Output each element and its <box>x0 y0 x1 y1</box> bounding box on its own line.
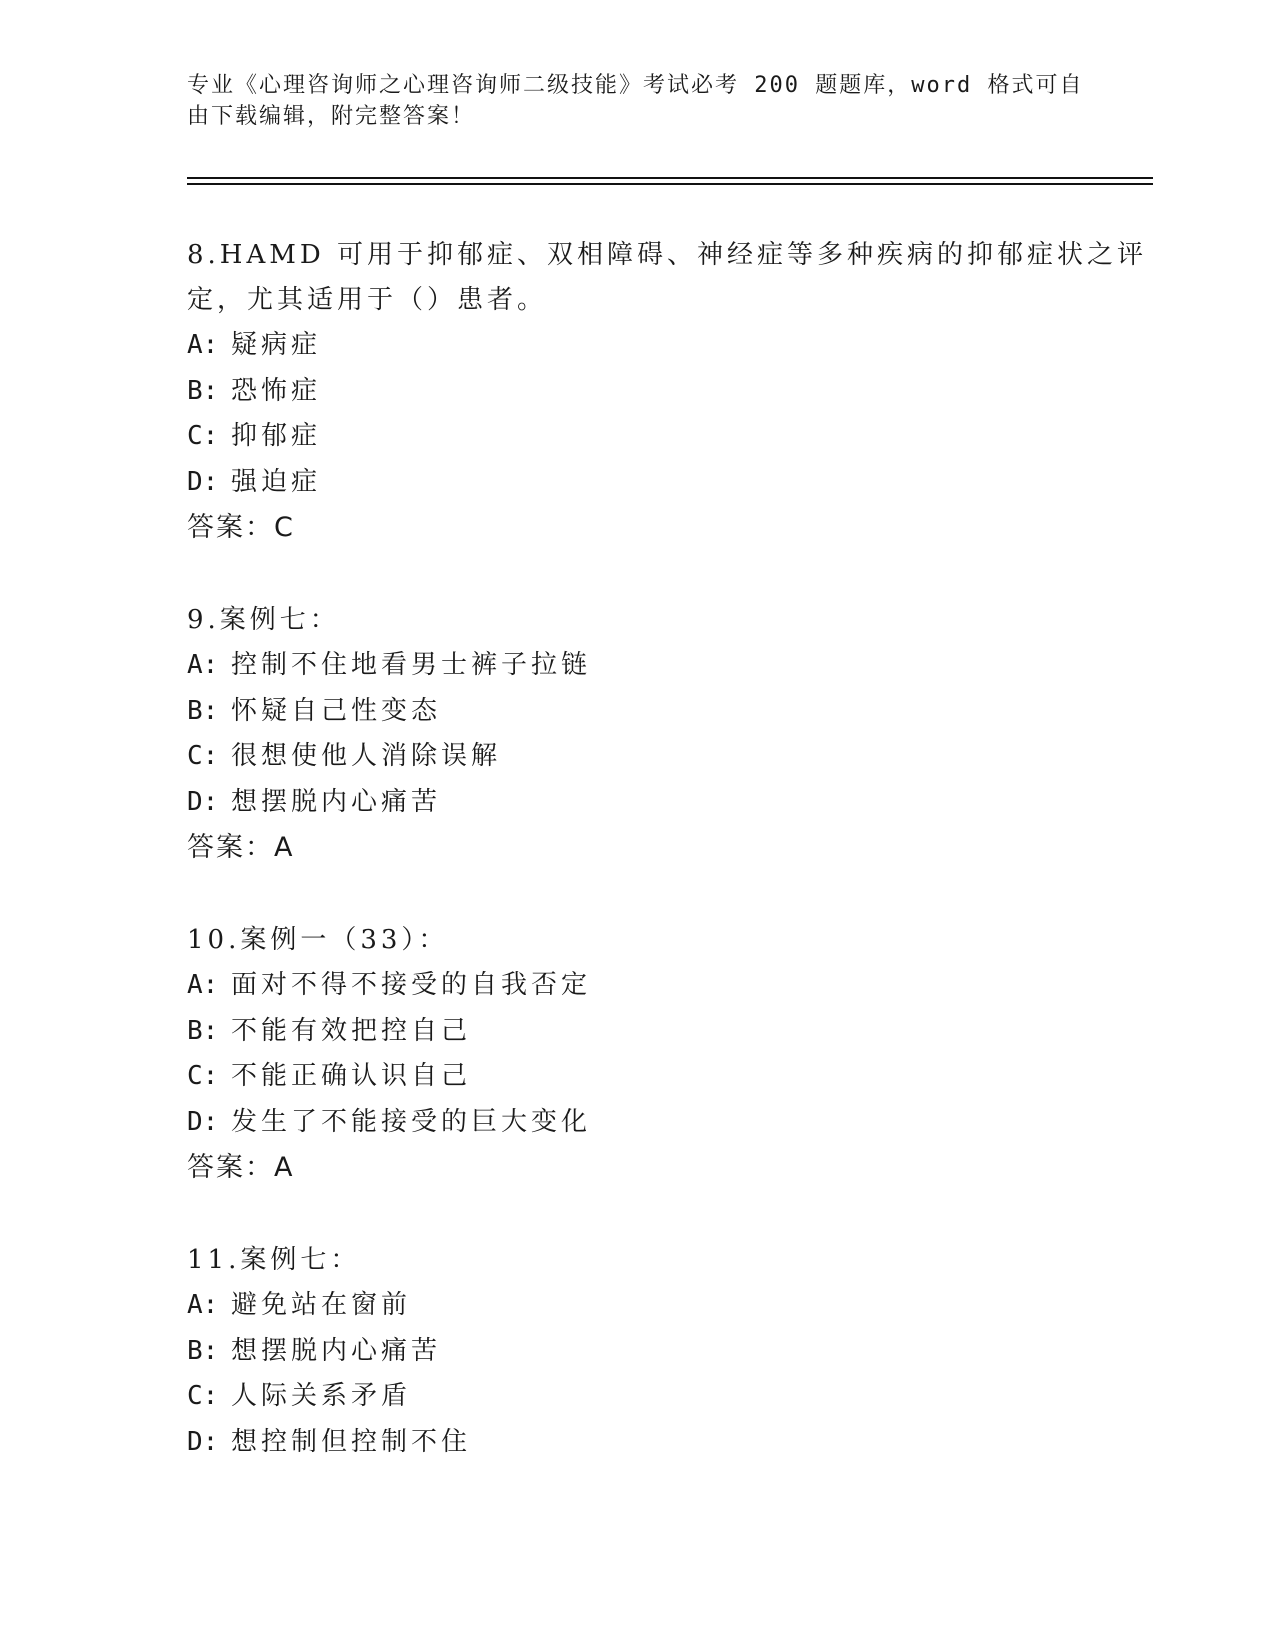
option-text: 面对不得不接受的自我否定 <box>231 970 592 1000</box>
option-text: 恐怖症 <box>231 375 322 406</box>
option-text: 疑病症 <box>231 330 322 360</box>
option-letter: D: <box>187 786 219 817</box>
option-letter: D: <box>187 1426 219 1457</box>
option-letter: C: <box>187 741 219 771</box>
option-b <box>187 1329 1087 1375</box>
question-stem-line: 8.HAMD 可用于抑郁症、双相障碍、神经症等多种疾病的抑郁症状之评 <box>187 240 1147 270</box>
option-d <box>187 1100 1087 1146</box>
option-text: 很想使他人消除误解 <box>231 741 502 771</box>
option-a <box>187 1283 1087 1329</box>
option-a <box>187 323 1087 369</box>
option-text: 控制不住地看男士裤子拉链 <box>231 650 592 680</box>
option-letter: B: <box>187 695 219 726</box>
option-text: 强迫症 <box>231 466 322 497</box>
option-letter: C: <box>187 1061 219 1091</box>
header-line-1: 专业《心理咨询师之心理咨询师二级技能》考试必考 200 题题库，word 格式可自 <box>187 73 1084 98</box>
question-stem-line: 10.案例一（33）： <box>187 925 449 955</box>
option-letter: D: <box>187 1106 219 1137</box>
question-list <box>187 233 1147 1512</box>
question-10 <box>187 918 1087 1191</box>
question-11 <box>187 1238 1087 1465</box>
option-b <box>187 369 1087 415</box>
question-stem-line: 11.案例七： <box>187 1245 361 1275</box>
option-letter: A: <box>187 650 219 680</box>
question-stem <box>187 1238 1087 1283</box>
question-stem-line: 定，尤其适用于（）患者。 <box>187 285 548 315</box>
answer-line: 答案：A <box>187 1152 295 1183</box>
option-letter: A: <box>187 1290 219 1320</box>
option-b <box>187 689 1087 735</box>
document-header <box>187 70 1084 132</box>
question-stem <box>187 918 1087 963</box>
option-c <box>187 414 1087 460</box>
option-a <box>187 643 1087 689</box>
option-a <box>187 963 1087 1009</box>
question-stem <box>187 598 1087 643</box>
header-divider-bottom <box>187 183 1153 185</box>
option-text: 发生了不能接受的巨大变化 <box>231 1106 592 1137</box>
option-text: 想摆脱内心痛苦 <box>231 786 442 817</box>
option-letter: C: <box>187 1381 219 1411</box>
option-letter: B: <box>187 1335 219 1366</box>
answer-line: 答案：C <box>187 512 295 543</box>
question-stem-line: 9.案例七： <box>187 605 340 635</box>
option-c <box>187 734 1087 780</box>
option-letter: A: <box>187 330 219 360</box>
option-letter: B: <box>187 375 219 406</box>
question-stem <box>187 233 1147 323</box>
option-d <box>187 460 1087 506</box>
option-text: 不能正确认识自己 <box>231 1061 472 1091</box>
option-text: 抑郁症 <box>231 421 322 451</box>
option-b <box>187 1009 1087 1055</box>
option-d <box>187 1420 1087 1466</box>
option-letter: B: <box>187 1015 219 1046</box>
option-text: 避免站在窗前 <box>231 1290 412 1320</box>
answer-line: 答案：A <box>187 832 295 863</box>
option-c <box>187 1054 1087 1100</box>
option-c <box>187 1374 1087 1420</box>
option-text: 想摆脱内心痛苦 <box>231 1335 442 1366</box>
option-text: 不能有效把控自己 <box>231 1015 472 1046</box>
header-divider-top <box>187 177 1153 179</box>
header-line-2: 由下载编辑，附完整答案！ <box>187 104 476 129</box>
option-letter: C: <box>187 421 219 451</box>
option-letter: D: <box>187 466 219 497</box>
question-9 <box>187 598 1087 871</box>
option-d <box>187 780 1087 826</box>
question-8 <box>187 233 1147 551</box>
option-text: 怀疑自己性变态 <box>231 695 442 726</box>
option-letter: A: <box>187 970 219 1000</box>
option-text: 想控制但控制不住 <box>231 1426 472 1457</box>
option-text: 人际关系矛盾 <box>231 1381 412 1411</box>
